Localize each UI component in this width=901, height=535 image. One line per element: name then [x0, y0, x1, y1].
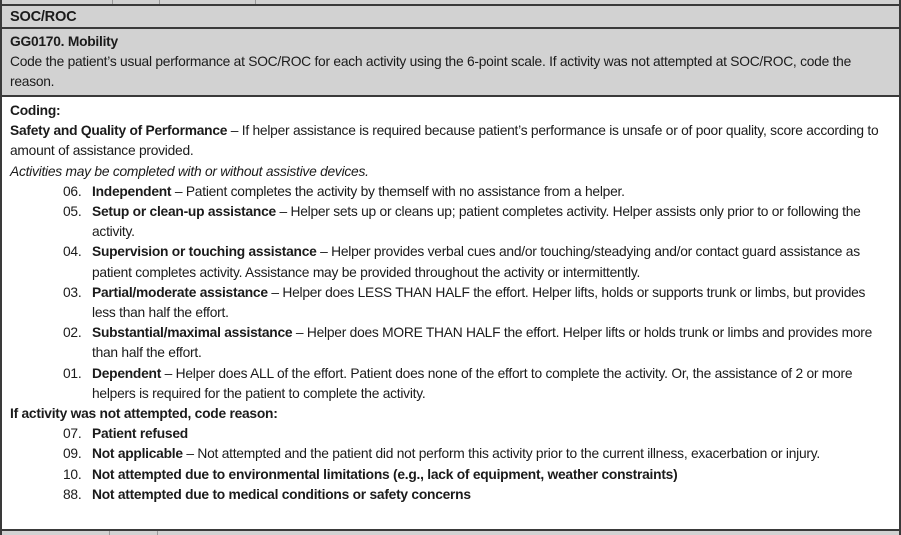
scale-item-desc: – Helper does LESS THAN HALF the effort. Helper lifts, holds or supports trunk or limbs, but provides less than half the effort. [92, 284, 866, 321]
soc-roc-header-row [2, 6, 899, 29]
scale-item-desc: – Patient completes the activity by themself with no assistance from a helper. [171, 183, 625, 199]
scale-item-desc: – Helper provides verbal cues and/or touching/steadying and/or contact guard assistance as patient completes activity. Assistance may be provided throughout the activity or intermittently. [92, 244, 860, 280]
scale-item-text [92, 242, 881, 282]
scale-item [10, 283, 881, 323]
cell-divider [159, 0, 160, 4]
scale-item [10, 242, 881, 282]
assistive-devices-note: Activities may be completed with or without assistive devices. [10, 163, 369, 179]
reason-item-code: 07. [63, 426, 82, 442]
cell-divider [157, 531, 158, 535]
adjacent-row-sliver-top [2, 0, 899, 6]
scale-item-code: 02. [63, 325, 82, 341]
adjacent-row-sliver-bottom [2, 529, 899, 535]
scale-item [10, 323, 881, 363]
cell-divider [109, 531, 110, 535]
scale-item-label: Independent [92, 183, 172, 199]
scale-item [10, 364, 881, 404]
safety-quality-note [10, 121, 881, 161]
scale-item-label: Dependent [92, 365, 162, 381]
performance-scale-list [10, 182, 881, 404]
reason-item-label: Patient refused [92, 426, 188, 442]
cell-divider [255, 0, 256, 4]
reason-item-desc: – Not attempted and the patient did not perform this activity prior to the current illness, exacerbation or injury. [182, 446, 820, 462]
item-title: GG0170. Mobility [10, 34, 118, 49]
reason-item [10, 444, 881, 464]
coding-heading: Coding: [10, 103, 61, 118]
not-attempted-reasons-list [10, 424, 881, 505]
scale-item-label: Setup or clean-up assistance [92, 204, 276, 220]
scale-item-code: 05. [63, 204, 82, 220]
reason-item-label: Not attempted due to medical conditions or safety concerns [92, 486, 471, 502]
not-attempted-heading: If activity was not attempted, code reason: [10, 406, 278, 422]
scale-item [10, 202, 881, 242]
scale-item-desc: – Helper does ALL of the effort. Patient does none of the effort to complete the activity. Or, the assistance of 2 or more helpers is required for the patient to complete the activity. [92, 365, 853, 401]
scale-item-code: 04. [63, 244, 82, 260]
scale-item-code: 01. [63, 365, 82, 381]
coding-section [2, 97, 899, 529]
reason-item-text [92, 444, 881, 464]
item-instruction: Code the patient’s usual performance at SOC/ROC for each activity using the 6-point scale. If activity was not attempted at SOC/ROC, code the reason. [10, 54, 852, 90]
reason-item-code: 88. [63, 486, 82, 502]
reason-item-code: 10. [63, 466, 82, 482]
scale-item-desc: – Helper does MORE THAN HALF the effort. Helper lifts or holds trunk or limbs and provides more than half the effort. [92, 325, 873, 361]
scale-item-label: Substantial/maximal assistance [92, 325, 293, 341]
scale-item-text [92, 182, 881, 202]
reason-item-label: Not applicable [92, 446, 183, 462]
scale-item-code: 03. [63, 284, 82, 300]
scale-item-text [92, 202, 881, 242]
reason-item-label: Not attempted due to environmental limitations (e.g., lack of equipment, weather constraints) [92, 466, 678, 482]
item-header-row [2, 29, 899, 97]
reason-item [10, 465, 881, 485]
cell-divider [112, 0, 113, 4]
scale-item-text [92, 283, 881, 323]
reason-item [10, 485, 881, 505]
visit-type-label: SOC/ROC [10, 9, 77, 25]
scale-item-label: Partial/moderate assistance [92, 284, 268, 300]
scale-item [10, 182, 881, 202]
scale-item-code: 06. [63, 183, 82, 199]
reason-item-code: 09. [63, 446, 82, 462]
reason-item-text [92, 465, 881, 485]
reason-item-text [92, 485, 881, 505]
safety-quality-text: – If helper assistance is required because patient’s performance is unsafe or of poor quality, score according to amount of assistance provided. [10, 123, 879, 159]
scale-item-desc: – Helper sets up or cleans up; patient completes activity. Helper assists only prior to or following the activity. [92, 204, 861, 240]
scale-item-text [92, 323, 881, 363]
safety-quality-label: Safety and Quality of Performance [10, 123, 228, 139]
reason-item-text [92, 424, 881, 444]
scale-item-label: Supervision or touching assistance [92, 244, 317, 260]
reason-item [10, 424, 881, 444]
scale-item-text [92, 364, 881, 404]
